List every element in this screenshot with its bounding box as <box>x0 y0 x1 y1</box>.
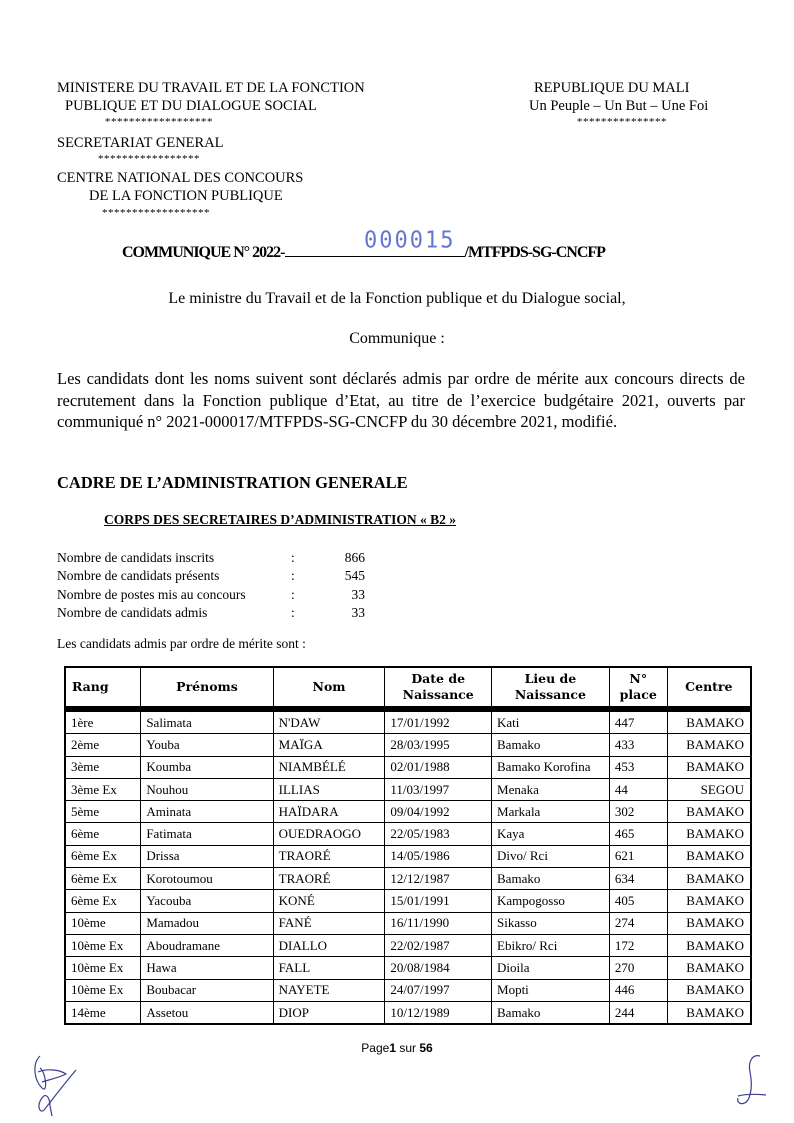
cell-centre: BAMAKO <box>667 845 751 867</box>
communique-prefix: COMMUNIQUE N° 2022- <box>122 244 285 261</box>
cell-lieu: Bamako <box>492 868 610 890</box>
cell-prenoms: Salimata <box>141 709 273 734</box>
cell-nom: FALL <box>273 957 385 979</box>
cell-date: 16/11/1990 <box>385 912 492 934</box>
cell-nom: TRAORÉ <box>273 868 385 890</box>
cell-place: 465 <box>609 823 667 845</box>
table-row <box>65 709 751 734</box>
table-row <box>65 979 751 1001</box>
cell-lieu: Kati <box>492 709 610 734</box>
cell-prenoms: Mamadou <box>141 912 273 934</box>
cell-place: 44 <box>609 778 667 800</box>
cell-rang: 6ème Ex <box>65 890 141 912</box>
cell-place: 446 <box>609 979 667 1001</box>
stat-label: Nombre de candidats présents <box>57 568 220 584</box>
cell-place: 244 <box>609 1001 667 1024</box>
table-row <box>65 845 751 867</box>
cell-lieu: Divo/ Rci <box>492 845 610 867</box>
table-row <box>65 801 751 823</box>
stat-row <box>57 567 365 585</box>
cell-prenoms: Fatimata <box>141 823 273 845</box>
cell-prenoms: Youba <box>141 734 273 756</box>
cell-place: 302 <box>609 801 667 823</box>
header-date-line1: Date de <box>411 671 466 686</box>
cell-prenoms: Aboudramane <box>141 934 273 956</box>
cell-prenoms: Korotoumou <box>141 868 273 890</box>
cell-place: 433 <box>609 734 667 756</box>
cell-nom: KONÉ <box>273 890 385 912</box>
cell-prenoms: Hawa <box>141 957 273 979</box>
cell-place: 172 <box>609 934 667 956</box>
table-row <box>65 756 751 778</box>
cell-rang: 10ème <box>65 912 141 934</box>
current-page: 1 <box>389 1041 396 1055</box>
header-place-line1: N° <box>629 671 648 686</box>
header-centre: Centre <box>667 667 751 709</box>
secretariat-general: SECRETARIAT GENERAL <box>57 135 224 151</box>
cell-place: 270 <box>609 957 667 979</box>
table-row <box>65 934 751 956</box>
cell-lieu: Bamako <box>492 1001 610 1024</box>
table-row <box>65 868 751 890</box>
stat-value: 33 <box>351 586 365 602</box>
table-row <box>65 890 751 912</box>
table-row <box>65 778 751 800</box>
cell-rang: 6ème Ex <box>65 845 141 867</box>
cell-lieu: Sikasso <box>492 912 610 934</box>
stat-sep: : <box>291 550 295 565</box>
cell-centre: BAMAKO <box>667 756 751 778</box>
cell-nom: NAYETE <box>273 979 385 1001</box>
cell-rang: 6ème <box>65 823 141 845</box>
stat-label: Nombre de postes mis au concours <box>57 586 246 602</box>
cell-prenoms: Nouhou <box>141 778 273 800</box>
header-date-line2: Naissance <box>402 687 474 702</box>
stat-value: 545 <box>344 568 365 584</box>
cell-centre: BAMAKO <box>667 1001 751 1024</box>
intro-paragraph: Les candidats dont les noms suivent sont déclarés admis par ordre de mérite aux concours directs de recrutement dans la Fonction publique d’Etat, au titre de l’exercice budgétaire 2021, ouverts par communiqué n° 2021-000017/MTFPDS-SG-CNCFP du 30 décembre 2021, modifié. <box>57 369 745 431</box>
stat-label: Nombre de candidats inscrits <box>57 550 215 565</box>
cell-prenoms: Assetou <box>141 1001 273 1024</box>
cell-nom: N'DAW <box>273 709 385 734</box>
page-footer <box>0 1041 794 1055</box>
cell-rang: 3ème <box>65 756 141 778</box>
cell-centre: BAMAKO <box>667 957 751 979</box>
stat-row <box>57 604 365 622</box>
header-place-line2: place <box>619 687 657 702</box>
cell-date: 12/12/1987 <box>385 868 492 890</box>
table-row <box>65 957 751 979</box>
cell-lieu: Markala <box>492 801 610 823</box>
cell-place: 621 <box>609 845 667 867</box>
cell-centre: BAMAKO <box>667 912 751 934</box>
cell-centre: BAMAKO <box>667 890 751 912</box>
cell-place: 634 <box>609 868 667 890</box>
cell-place: 405 <box>609 890 667 912</box>
cell-lieu: Mopti <box>492 979 610 1001</box>
signature-right-icon <box>732 1052 772 1112</box>
stat-value: 33 <box>351 604 365 620</box>
cell-centre: SEGOU <box>667 778 751 800</box>
cell-lieu: Kampogosso <box>492 890 610 912</box>
cell-nom: HAÏDARA <box>273 801 385 823</box>
cell-centre: BAMAKO <box>667 801 751 823</box>
cell-nom: TRAORÉ <box>273 845 385 867</box>
header-place <box>609 667 667 709</box>
header-lieu-naissance <box>492 667 610 709</box>
cell-date: 28/03/1995 <box>385 734 492 756</box>
cell-date: 17/01/1992 <box>385 709 492 734</box>
cell-centre: BAMAKO <box>667 868 751 890</box>
cell-nom: NIAMBÉLÉ <box>273 756 385 778</box>
stat-sep: : <box>291 568 295 584</box>
cell-date: 11/03/1997 <box>385 778 492 800</box>
stats-block <box>57 549 365 622</box>
cell-nom: ILLIAS <box>273 778 385 800</box>
cell-rang: 3ème Ex <box>65 778 141 800</box>
header-lieu-line1: Lieu de <box>524 671 577 686</box>
communique-number-stamp: 000015 <box>364 227 456 254</box>
cell-place: 274 <box>609 912 667 934</box>
cell-lieu: Bamako Korofina <box>492 756 610 778</box>
cell-rang: 1ère <box>65 709 141 734</box>
cell-prenoms: Koumba <box>141 756 273 778</box>
table-row <box>65 823 751 845</box>
communique-suffix: /MTFPDS-SG-CNCFP <box>464 244 605 261</box>
cell-lieu: Kaya <box>492 823 610 845</box>
cell-rang: 10ème Ex <box>65 957 141 979</box>
header-prenoms: Prénoms <box>141 667 273 709</box>
header-rang: Rang <box>65 667 141 709</box>
ministry-name-line1: MINISTERE DU TRAVAIL ET DE LA FONCTION <box>57 80 365 96</box>
cell-prenoms: Yacouba <box>141 890 273 912</box>
cell-prenoms: Drissa <box>141 845 273 867</box>
centre-name-line2: DE LA FONCTION PUBLIQUE <box>89 188 283 204</box>
stat-sep: : <box>291 586 295 602</box>
results-lead-text: Les candidats admis par ordre de mérite sont : <box>57 636 306 651</box>
cell-date: 10/12/1989 <box>385 1001 492 1024</box>
cell-lieu: Dioila <box>492 957 610 979</box>
header-date-naissance <box>385 667 492 709</box>
stat-row <box>57 586 365 604</box>
cell-lieu: Bamako <box>492 734 610 756</box>
of-word: sur <box>399 1041 417 1055</box>
total-pages: 56 <box>419 1041 433 1055</box>
signature-left-icon <box>28 1050 98 1120</box>
cell-rang: 6ème Ex <box>65 868 141 890</box>
cell-rang: 2ème <box>65 734 141 756</box>
cadre-title: CADRE DE L’ADMINISTRATION GENERALE <box>57 473 408 492</box>
page-word: Page <box>361 1041 390 1055</box>
communique-label: Communique : <box>349 330 445 347</box>
cell-centre: BAMAKO <box>667 823 751 845</box>
table-row <box>65 734 751 756</box>
cell-lieu: Ebikro/ Rci <box>492 934 610 956</box>
republic-name: REPUBLIQUE DU MALI <box>534 80 690 96</box>
header-lieu-line2: Naissance <box>514 687 586 702</box>
cell-rang: 10ème Ex <box>65 979 141 1001</box>
cell-rang: 10ème Ex <box>65 934 141 956</box>
cell-date: 02/01/1988 <box>385 756 492 778</box>
header-nom: Nom <box>273 667 385 709</box>
cell-rang: 5ème <box>65 801 141 823</box>
national-motto: Un Peuple – Un But – Une Foi <box>529 98 709 114</box>
ministry-name-line2: PUBLIQUE ET DU DIALOGUE SOCIAL <box>65 98 317 114</box>
corps-title: CORPS DES SECRETAIRES D’ADMINISTRATION « B2 » <box>104 512 457 527</box>
table-header-row <box>65 667 751 709</box>
minister-line: Le ministre du Travail et de la Fonction publique et du Dialogue social, <box>168 290 626 307</box>
results-table <box>64 666 752 1025</box>
stat-label: Nombre de candidats admis <box>57 604 208 620</box>
cell-date: 14/05/1986 <box>385 845 492 867</box>
cell-date: 09/04/1992 <box>385 801 492 823</box>
cell-date: 24/07/1997 <box>385 979 492 1001</box>
stat-row <box>57 549 365 567</box>
stat-sep: : <box>291 604 295 620</box>
cell-date: 20/08/1984 <box>385 957 492 979</box>
cell-date: 15/01/1991 <box>385 890 492 912</box>
cell-prenoms: Aminata <box>141 801 273 823</box>
cell-place: 447 <box>609 709 667 734</box>
cell-date: 22/02/1987 <box>385 934 492 956</box>
cell-centre: BAMAKO <box>667 709 751 734</box>
cell-rang: 14ème <box>65 1001 141 1024</box>
stat-value: 866 <box>344 550 365 565</box>
centre-name-line1: CENTRE NATIONAL DES CONCOURS <box>57 170 304 186</box>
cell-place: 453 <box>609 756 667 778</box>
separator-stars: *************** <box>577 116 667 128</box>
cell-centre: BAMAKO <box>667 979 751 1001</box>
table-row <box>65 912 751 934</box>
cell-nom: OUEDRAOGO <box>273 823 385 845</box>
cell-nom: MAÏGA <box>273 734 385 756</box>
cell-lieu: Menaka <box>492 778 610 800</box>
separator-stars: ***************** <box>98 153 200 165</box>
cell-nom: DIOP <box>273 1001 385 1024</box>
cell-centre: BAMAKO <box>667 934 751 956</box>
separator-stars: ****************** <box>102 207 210 219</box>
cell-nom: FANÉ <box>273 912 385 934</box>
table-row <box>65 1001 751 1024</box>
cell-prenoms: Boubacar <box>141 979 273 1001</box>
separator-stars: ****************** <box>105 116 213 128</box>
cell-centre: BAMAKO <box>667 734 751 756</box>
cell-date: 22/05/1983 <box>385 823 492 845</box>
cell-nom: DIALLO <box>273 934 385 956</box>
